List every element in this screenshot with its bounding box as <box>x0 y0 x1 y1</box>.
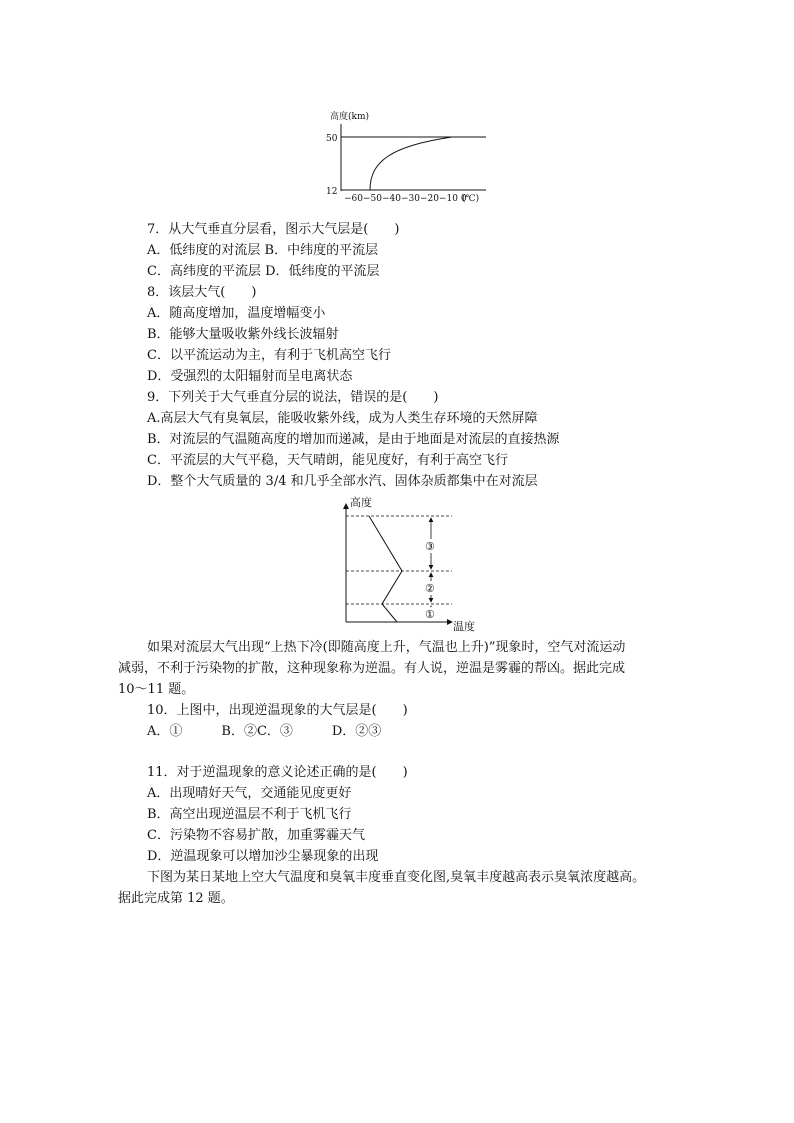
passage1-line1: 如果对流层大气出现“上热下冷(即随高度上升，气温也上升)”现象时，空气对流运动 <box>147 640 626 655</box>
q9-option-b: B．对流层的气温随高度的增加而递减，是由于地面是对流层的直接热源 <box>147 432 560 447</box>
q11-option-a: A．出现晴好天气，交通能见度更好 <box>147 786 352 801</box>
q8-option-d: D．受强烈的太阳辐射而呈电离状态 <box>147 369 353 384</box>
q8-option-b: B．能够大量吸收紫外线长波辐射 <box>147 327 339 342</box>
q10-options: A．① B．②C．③ D．②③ <box>147 724 382 739</box>
q9-option-d: D．整个大气质量的 3/4 和几乎全部水汽、固体杂质都集中在对流层 <box>147 474 538 489</box>
figure1-x-ticks: −60−50−40−30−20−10 0 <box>344 194 467 204</box>
passage2-line1: 下图为某日某地上空大气温度和臭氧丰度垂直变化图,臭氧丰度越高表示臭氧浓度越高。 <box>147 870 646 885</box>
passage2-line2: 据此完成第 12 题。 <box>118 891 234 906</box>
q11-option-c: C．污染物不容易扩散，加重雾霾天气 <box>147 828 365 843</box>
figure1-temperature-curve <box>370 137 452 190</box>
figure2-ylabel: 高度 <box>350 496 372 509</box>
temperature-profile-figure <box>318 104 498 208</box>
q9-option-c: C．平流层的大气平稳，天气晴朗，能见度好，有利于高空飞行 <box>147 453 508 468</box>
q11-stem: 11．对于逆温现象的意义论述正确的是( ) <box>147 765 408 780</box>
figure1-x-unit: (℃) <box>462 194 480 204</box>
figure2-layer2-label: ② <box>425 582 435 595</box>
figure2-layer3-label: ③ <box>425 540 435 553</box>
figure2-temperature-profile <box>369 516 402 622</box>
q7-option-cd: C．高纬度的平流层 D．低纬度的平流层 <box>147 264 380 279</box>
q8-stem: 8．该层大气( ) <box>147 285 257 300</box>
figure1-ylabel: 高度(km) <box>330 112 370 122</box>
passage1-line2: 减弱，不利于污染物的扩散，这种现象称为逆温。有人说，逆温是雾霾的帮凶。据此完成 <box>118 661 626 676</box>
figure2-xlabel: 温度 <box>453 620 475 633</box>
q8-option-c: C．以平流运动为主，有利于飞机高空飞行 <box>147 348 391 363</box>
passage1-line3: 10～11 题。 <box>118 682 195 697</box>
figure1-tick-50: 50 <box>326 134 338 144</box>
inversion-layers-figure <box>334 494 486 636</box>
q7-option-ab: A．低纬度的对流层 B．中纬度的平流层 <box>147 243 379 258</box>
q11-option-d: D．逆温现象可以增加沙尘暴现象的出现 <box>147 849 379 864</box>
q7-stem: 7．从大气垂直分层看，图示大气层是( ) <box>147 222 400 237</box>
figure2-layer1-label: ① <box>425 608 435 621</box>
q9-stem: 9．下列关于大气垂直分层的说法，错误的是( ) <box>147 390 439 405</box>
q9-option-a: A.高层大气有臭氧层，能吸收紫外线，成为人类生存环境的天然屏障 <box>147 411 538 426</box>
q11-option-b: B．高空出现逆温层不利于飞机飞行 <box>147 807 352 822</box>
q8-option-a: A．随高度增加，温度增幅变小 <box>147 306 326 321</box>
figure1-tick-12: 12 <box>326 187 338 197</box>
q10-stem: 10．上图中，出现逆温现象的大气层是( ) <box>147 703 408 718</box>
